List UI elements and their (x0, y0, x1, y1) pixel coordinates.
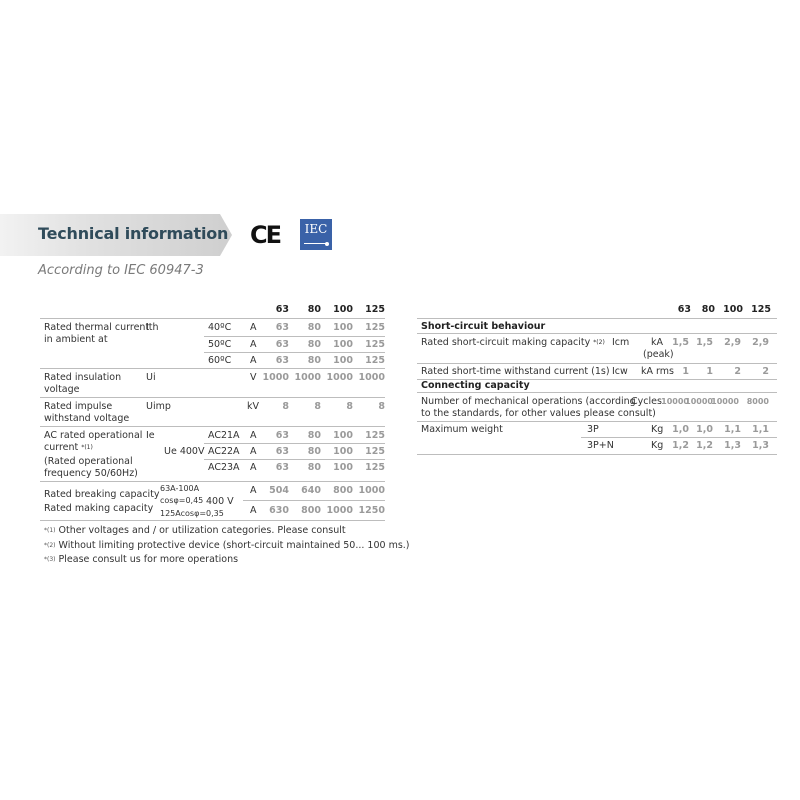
value: 100 (333, 446, 353, 457)
value: 125 (365, 462, 385, 473)
unit: kV (247, 401, 260, 412)
thermal-cond: 40ºC (208, 322, 232, 333)
value: 80 (307, 339, 321, 350)
sc-making-symbol: Icm (612, 337, 630, 348)
making-cond-cosphi: 125Acosφ=0,35 (160, 509, 224, 518)
value: 1 (706, 366, 713, 377)
unit: A (250, 446, 257, 457)
col-header-100: 100 (723, 304, 743, 315)
value: 1,0 (672, 424, 689, 435)
unit: kA (651, 337, 664, 348)
unit: Kg (651, 424, 664, 435)
value: 100 (333, 322, 353, 333)
value: 1000 (358, 372, 385, 383)
max-weight-label: Maximum weight (421, 424, 503, 435)
unit: A (250, 485, 257, 496)
value: 1,5 (696, 337, 713, 348)
breaking-cond-cosphi: cosφ=0,45 (160, 496, 204, 505)
left-spec-table (40, 300, 385, 520)
value: 1,1 (752, 424, 769, 435)
ac-operational-label-4: frequency 50/60Hz) (44, 468, 138, 479)
section-connecting-capacity: Connecting capacity (421, 380, 530, 391)
section-short-circuit: Short-circuit behaviour (421, 321, 546, 332)
col-header-63: 63 (677, 304, 691, 315)
value: 1,2 (696, 440, 713, 451)
utilization-category: AC22A (208, 446, 240, 457)
value: 100 (333, 355, 353, 366)
value: 1000 (326, 372, 353, 383)
insulation-symbol: Ui (146, 372, 156, 383)
unit: Cycles (631, 396, 662, 407)
value: 80 (307, 462, 321, 473)
unit: kA rms (641, 366, 674, 377)
col-header-125: 125 (365, 304, 385, 315)
value: 2 (762, 366, 769, 377)
footnote-3: $^{*(3)}$ Please consult us for more operations (44, 554, 239, 565)
footnote-1: $^{*(1)}$ Other voltages and / or utilization categories. Please consult (44, 525, 346, 536)
unit: V (250, 372, 257, 383)
ce-mark-icon: CE (250, 221, 281, 249)
value: 1,3 (752, 440, 769, 451)
footnote-2: $^{*(2)}$ Without limiting protective device (short-circuit maintained 50... 100 ms.) (44, 539, 410, 551)
value: 125 (365, 430, 385, 441)
unit: A (250, 462, 257, 473)
value: 800 (301, 505, 321, 516)
insulation-label: Rated insulation (44, 372, 122, 383)
thermal-label: Rated thermal current (44, 322, 150, 333)
ac-operational-label-2: current $^{*(1)}$ (44, 442, 93, 453)
value: 100 (333, 430, 353, 441)
value: 63 (275, 430, 289, 441)
unit: A (250, 339, 257, 350)
value: 1,5 (672, 337, 689, 348)
value: 8 (378, 401, 385, 412)
impulse-symbol: Uimp (146, 401, 171, 412)
thermal-symbol: Ith (146, 322, 159, 333)
value: 8000 (746, 397, 769, 406)
ac-operational-label: AC rated operational (44, 430, 143, 441)
value: 100 (333, 339, 353, 350)
ac-operational-symbol: Ie (146, 430, 155, 441)
value: 1,1 (724, 424, 741, 435)
value: 8 (282, 401, 289, 412)
value: 80 (307, 430, 321, 441)
value: 63 (275, 462, 289, 473)
value: 800 (333, 485, 353, 496)
value: 2,9 (752, 337, 769, 348)
value: 1000 (358, 485, 385, 496)
value: 8 (314, 401, 321, 412)
value: 1000 (294, 372, 321, 383)
value: 1000 (262, 372, 289, 383)
value: 1,0 (696, 424, 713, 435)
unit: A (250, 505, 257, 516)
ac-operational-voltage: Ue 400V (164, 446, 205, 457)
unit: A (250, 355, 257, 366)
page-subtitle: According to IEC 60947-3 (38, 263, 204, 278)
value: 80 (307, 322, 321, 333)
unit: Kg (651, 440, 664, 451)
value: 1 (682, 366, 689, 377)
sc-withstand-label: Rated short-time withstand current (1s) (421, 366, 610, 377)
breaking-cond-range: 63A-100A (160, 484, 200, 493)
value: 630 (269, 505, 289, 516)
value: 640 (301, 485, 321, 496)
value: 125 (365, 446, 385, 457)
ac-operational-label-3: (Rated operational (44, 456, 133, 467)
iec-logo-text: IEC (304, 222, 328, 236)
pole-config: 3P (587, 424, 599, 435)
value: 125 (365, 322, 385, 333)
value: 1000 (326, 505, 353, 516)
breaking-voltage: 400 V (206, 496, 234, 507)
mechanical-ops-label: Number of mechanical operations (according (421, 396, 636, 407)
value: 10000 (711, 397, 739, 406)
breaking-capacity-label: Rated breaking capacity (44, 489, 160, 500)
unit: A (250, 322, 257, 333)
value: 63 (275, 446, 289, 457)
value: 1,2 (672, 440, 689, 451)
thermal-label-2: in ambient at (44, 334, 108, 345)
value: 1,3 (724, 440, 741, 451)
page-title: Technical information (38, 224, 229, 243)
col-header-80: 80 (701, 304, 715, 315)
value: 8 (346, 401, 353, 412)
unit: A (250, 430, 257, 441)
col-header-63: 63 (275, 304, 289, 315)
thermal-cond: 60ºC (208, 355, 232, 366)
value: 63 (275, 322, 289, 333)
value: 504 (269, 485, 289, 496)
insulation-label-2: voltage (44, 384, 80, 395)
utilization-category: AC23A (208, 462, 240, 473)
value: 10000 (661, 397, 689, 406)
footnotes (44, 524, 410, 568)
sc-making-label: Rated short-circuit making capacity $^{*(2)}$ (421, 337, 605, 348)
value: 125 (365, 355, 385, 366)
value: 80 (307, 355, 321, 366)
value: 125 (365, 339, 385, 350)
mechanical-ops-label-2: to the standards, for other values please consult) (421, 408, 656, 419)
right-spec-table (417, 300, 777, 460)
value: 100 (333, 462, 353, 473)
value: 80 (307, 446, 321, 457)
value: 10000 (685, 397, 713, 406)
col-header-125: 125 (751, 304, 771, 315)
pole-config: 3P+N (587, 440, 614, 451)
value: 1250 (358, 505, 385, 516)
value: 2,9 (724, 337, 741, 348)
thermal-cond: 50ºC (208, 339, 232, 350)
col-header-100: 100 (333, 304, 353, 315)
unit-qualifier: (peak) (643, 349, 674, 360)
impulse-label: Rated impulse (44, 401, 113, 412)
iec-logo-icon (300, 219, 332, 250)
sc-withstand-symbol: Icw (612, 366, 628, 377)
impulse-label-2: withstand voltage (44, 413, 130, 424)
value: 2 (734, 366, 741, 377)
utilization-category: AC21A (208, 430, 240, 441)
value: 63 (275, 355, 289, 366)
col-header-80: 80 (307, 304, 321, 315)
making-capacity-label: Rated making capacity (44, 503, 154, 514)
value: 63 (275, 339, 289, 350)
